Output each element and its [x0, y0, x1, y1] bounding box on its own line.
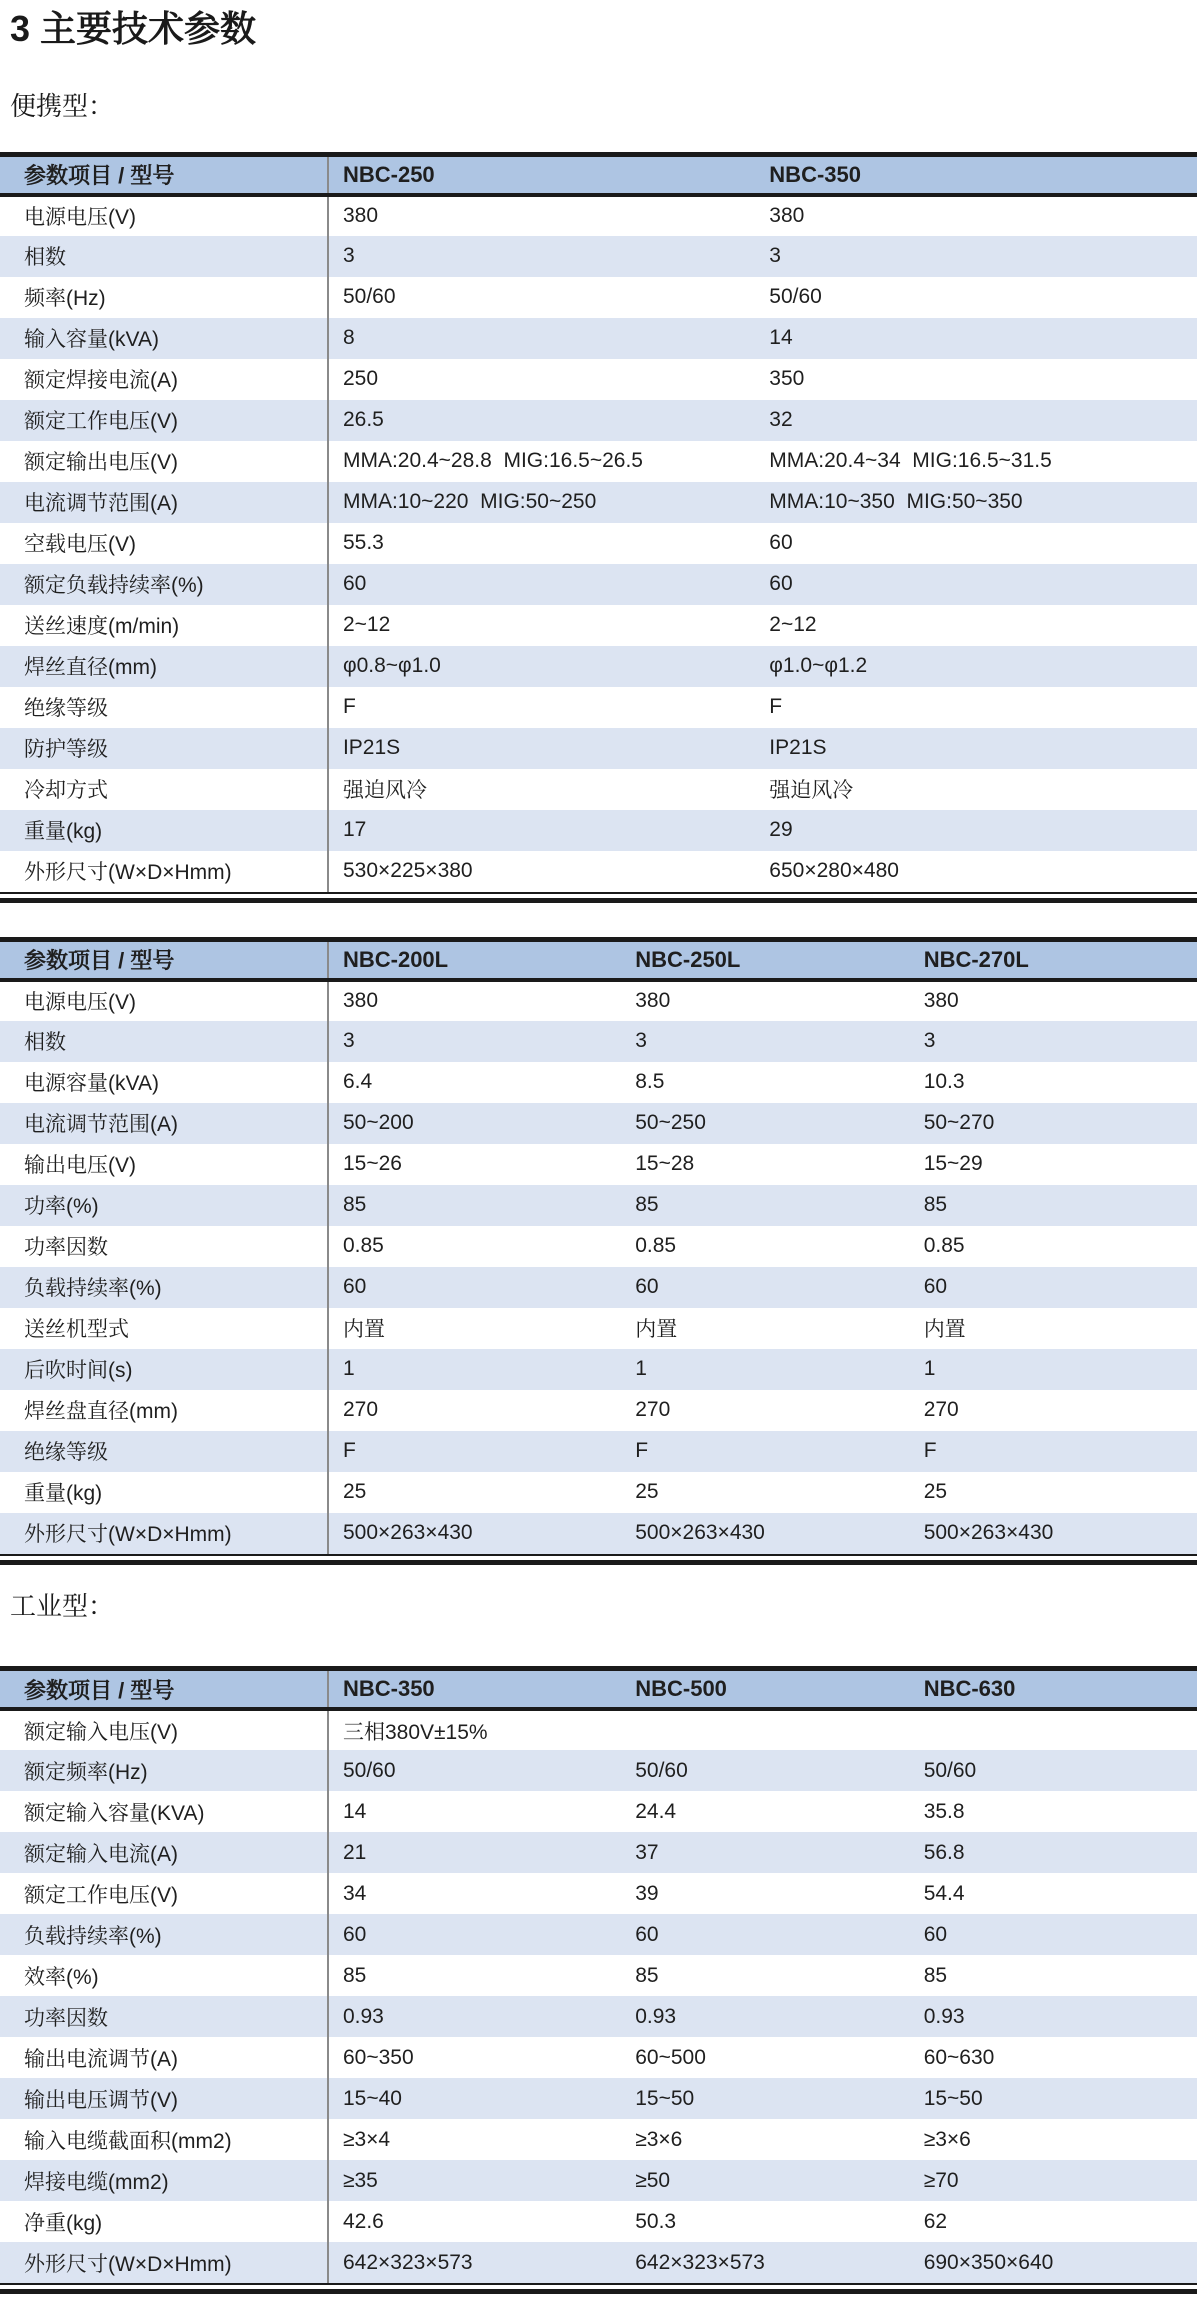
value-cell: ≥3×4	[342, 2127, 391, 2151]
table-row	[0, 1996, 1197, 2037]
value-cell: ≥3×6	[635, 2127, 683, 2151]
value-cell: 1	[923, 1357, 936, 1381]
param-label-cell: 送丝速度(m/min)	[0, 605, 328, 646]
value-cell: 690×350×640	[923, 2250, 1054, 2274]
page-title: 3 主要技术参数	[10, 8, 257, 49]
param-label-cell: 功率因数	[0, 1226, 328, 1267]
table-row	[0, 769, 1197, 810]
table-bottom-rule	[0, 1554, 1197, 1565]
value-cell: 0.85	[635, 1234, 677, 1258]
value-cell: 380	[923, 989, 959, 1013]
table-row	[0, 2201, 1197, 2242]
param-label-cell: 外形尺寸(W×D×Hmm)	[0, 2242, 328, 2283]
param-label-cell: 负载持续率(%)	[0, 1267, 328, 1308]
param-label-cell: 输入容量(kVA)	[0, 318, 328, 359]
model-header-cell: NBC-270L	[910, 942, 1197, 980]
model-header-cell: NBC-200L	[328, 942, 621, 980]
param-label-cell: 送丝机型式	[0, 1308, 328, 1349]
value-cell: 24.4	[635, 1799, 677, 1823]
table-row	[0, 1144, 1197, 1185]
value-cell: 内置	[923, 1318, 966, 1342]
param-label-cell: 电源容量(kVA)	[0, 1062, 328, 1103]
param-label-cell: 输出电流调节(A)	[0, 2037, 328, 2078]
value-cell: 15~50	[923, 2086, 983, 2110]
value-cell: 强迫风冷	[342, 779, 427, 803]
table-row	[0, 277, 1197, 318]
table-row	[0, 1226, 1197, 1267]
param-label-cell: 负载持续率(%)	[0, 1914, 328, 1955]
model-header-cell: NBC-350	[755, 157, 1197, 195]
table-row	[0, 810, 1197, 851]
table-row	[0, 851, 1197, 892]
value-cell: 50/60	[635, 1758, 688, 1782]
table-row	[0, 482, 1197, 523]
param-label-cell: 额定输入容量(KVA)	[0, 1791, 328, 1832]
value-cell: 60	[342, 1275, 367, 1299]
value-cell: MMA:20.4~28.8 MIG:16.5~26.5	[342, 449, 643, 473]
param-label-cell: 重量(kg)	[0, 1472, 328, 1513]
value-cell: 380	[635, 989, 671, 1013]
param-label-cell: 电源电压(V)	[0, 195, 328, 236]
table-row	[0, 1021, 1197, 1062]
param-label-cell: 功率(%)	[0, 1185, 328, 1226]
header-row	[0, 157, 1197, 195]
spec-table-industrial-1	[0, 1666, 1197, 2294]
value-cell: 85	[635, 1193, 659, 1217]
value-cell: 60	[342, 572, 367, 596]
table-row	[0, 1308, 1197, 1349]
value-cell: 3	[769, 244, 781, 268]
value-cell: 三相380V±15%	[342, 1720, 488, 1744]
value-cell: 内置	[342, 1318, 385, 1342]
section-label-industrial: 工业型：	[10, 1590, 115, 1621]
value-cell: F	[769, 695, 783, 719]
param-label-cell: 频率(Hz)	[0, 277, 328, 318]
value-cell: 380	[342, 989, 379, 1013]
value-cell: IP21S	[342, 736, 401, 760]
model-header-cell: NBC-350	[328, 1671, 621, 1709]
value-cell: 650×280×480	[769, 859, 899, 883]
value-cell: 60	[923, 1922, 948, 1946]
value-cell: 500×263×430	[635, 1521, 765, 1545]
value-cell: 642×323×573	[342, 2250, 473, 2274]
value-cell: 1	[342, 1357, 355, 1381]
value-cell: 250	[342, 367, 379, 391]
param-label-cell: 额定焊接电流(A)	[0, 359, 328, 400]
value-cell: 39	[635, 1881, 659, 1905]
param-label-cell: 额定工作电压(V)	[0, 400, 328, 441]
value-cell: φ1.0~φ1.2	[769, 654, 868, 678]
value-cell: 60	[342, 1922, 367, 1946]
value-cell: 62	[923, 2209, 948, 2233]
table-row	[0, 359, 1197, 400]
spec-table-portable-2	[0, 937, 1197, 1565]
table-row	[0, 1103, 1197, 1144]
value-cell: 270	[342, 1398, 379, 1422]
value-cell: 15~28	[635, 1152, 695, 1176]
value-cell: 1	[635, 1357, 647, 1381]
value-cell: 60	[923, 1275, 948, 1299]
value-cell: 14	[769, 326, 793, 350]
table-row	[0, 2119, 1197, 2160]
value-cell: 270	[635, 1398, 671, 1422]
param-label-cell: 防护等级	[0, 728, 328, 769]
value-cell: 50~270	[923, 1111, 995, 1135]
value-cell: 29	[769, 818, 793, 842]
value-cell: 50.3	[635, 2209, 677, 2233]
value-cell: ≥35	[342, 2168, 378, 2192]
value-cell: 2~12	[342, 613, 391, 637]
value-cell: 85	[923, 1193, 948, 1217]
value-cell: 32	[769, 408, 793, 432]
param-label-cell: 重量(kg)	[0, 810, 328, 851]
value-cell: 8.5	[635, 1070, 665, 1094]
table-row	[0, 1709, 1197, 1750]
param-label-cell: 功率因数	[0, 1996, 328, 2037]
param-label-cell: 效率(%)	[0, 1955, 328, 1996]
value-cell: 60~630	[923, 2045, 995, 2069]
table-row	[0, 2242, 1197, 2283]
param-label-cell: 绝缘等级	[0, 1431, 328, 1472]
section-portable	[0, 91, 1200, 1565]
value-cell: 0.93	[342, 2004, 384, 2028]
value-cell: 380	[769, 204, 805, 228]
value-cell: 35.8	[923, 1799, 965, 1823]
param-model-header-cell: 参数项目 / 型号	[0, 942, 328, 980]
value-cell: 85	[342, 1193, 367, 1217]
value-cell: 3	[635, 1029, 647, 1053]
param-label-cell: 输入电缆截面积(mm2)	[0, 2119, 328, 2160]
value-cell: ≥3×6	[923, 2127, 971, 2151]
value-cell: 55.3	[342, 531, 384, 555]
value-cell: 60	[769, 531, 793, 555]
value-cell: 0.93	[635, 2004, 677, 2028]
value-cell: 642×323×573	[635, 2250, 765, 2274]
table-bottom-rule	[0, 892, 1197, 903]
value-cell: 内置	[635, 1318, 678, 1342]
value-cell: 85	[923, 1963, 948, 1987]
value-cell: 25	[923, 1480, 948, 1504]
table-row	[0, 195, 1197, 236]
spec-table-portable-1	[0, 152, 1197, 903]
value-cell: 270	[923, 1398, 959, 1422]
value-cell: F	[342, 695, 356, 719]
param-label-cell: 电流调节范围(A)	[0, 1103, 328, 1144]
value-cell: 50/60	[769, 285, 822, 309]
value-cell: 8	[342, 326, 355, 350]
value-cell: 500×263×430	[923, 1521, 1054, 1545]
value-cell: 3	[342, 244, 355, 268]
value-cell: 54.4	[923, 1881, 965, 1905]
section-label-portable: 便携型：	[10, 90, 115, 121]
table-bottom-rule	[0, 2283, 1197, 2294]
value-cell: 50/60	[923, 1758, 977, 1782]
value-cell: 350	[769, 367, 805, 391]
param-model-header-cell: 参数项目 / 型号	[0, 1671, 328, 1709]
param-label-cell: 输出电压(V)	[0, 1144, 328, 1185]
param-label-cell: 净重(kg)	[0, 2201, 328, 2242]
value-cell: 2~12	[769, 613, 817, 637]
param-model-header-cell: 参数项目 / 型号	[0, 157, 328, 195]
value-cell: 60	[635, 1922, 659, 1946]
param-label-cell: 相数	[0, 1021, 328, 1062]
table-row	[0, 980, 1197, 1021]
param-label-cell: 空载电压(V)	[0, 523, 328, 564]
header-row	[0, 942, 1197, 980]
value-cell: 15~50	[635, 2086, 695, 2110]
table-row	[0, 236, 1197, 277]
value-cell: φ0.8~φ1.0	[342, 654, 441, 678]
value-cell: 50/60	[342, 1758, 396, 1782]
value-cell: 21	[342, 1840, 367, 1864]
table-row	[0, 1873, 1197, 1914]
param-label-cell: 外形尺寸(W×D×Hmm)	[0, 851, 328, 892]
table-row	[0, 400, 1197, 441]
table-row	[0, 1062, 1197, 1103]
value-cell: 56.8	[923, 1840, 965, 1864]
value-cell: 25	[635, 1480, 659, 1504]
value-cell: F	[923, 1439, 937, 1463]
param-label-cell: 额定输出电压(V)	[0, 441, 328, 482]
value-cell: ≥50	[635, 2168, 671, 2192]
value-cell: 10.3	[923, 1070, 965, 1094]
table-row	[0, 1390, 1197, 1431]
table-row	[0, 687, 1197, 728]
value-cell: MMA:20.4~34 MIG:16.5~31.5	[769, 449, 1052, 473]
value-cell: 3	[923, 1029, 936, 1053]
value-cell: 14	[342, 1799, 367, 1823]
value-cell: 强迫风冷	[769, 779, 854, 803]
param-label-cell: 后吹时间(s)	[0, 1349, 328, 1390]
value-cell: 50/60	[342, 285, 396, 309]
param-label-cell: 额定输入电压(V)	[0, 1709, 328, 1750]
value-cell: 60~350	[342, 2045, 414, 2069]
value-cell: MMA:10~220 MIG:50~250	[342, 490, 597, 514]
table-row	[0, 1914, 1197, 1955]
param-label-cell: 额定工作电压(V)	[0, 1873, 328, 1914]
value-cell: MMA:10~350 MIG:50~350	[769, 490, 1023, 514]
table-row	[0, 1750, 1197, 1791]
value-cell: 42.6	[342, 2209, 384, 2233]
table-row	[0, 1349, 1197, 1390]
value-cell: 0.85	[342, 1234, 384, 1258]
table-row	[0, 318, 1197, 359]
section-industrial	[0, 1591, 1200, 2294]
value-cell: 37	[635, 1840, 659, 1864]
value-cell: 15~26	[342, 1152, 402, 1176]
param-label-cell: 冷却方式	[0, 769, 328, 810]
param-label-cell: 额定输入电流(A)	[0, 1832, 328, 1873]
value-cell: 15~40	[342, 2086, 402, 2110]
table-row	[0, 1431, 1197, 1472]
value-cell: ≥70	[923, 2168, 959, 2192]
param-label-cell: 相数	[0, 236, 328, 277]
value-cell: 34	[342, 1881, 367, 1905]
spec-table	[0, 157, 1197, 892]
spec-table	[0, 942, 1197, 1554]
value-cell: 60	[635, 1275, 659, 1299]
param-label-cell: 绝缘等级	[0, 687, 328, 728]
table-row	[0, 1791, 1197, 1832]
table-row	[0, 1955, 1197, 1996]
value-cell: 85	[635, 1963, 659, 1987]
value-cell: 15~29	[923, 1152, 983, 1176]
model-header-cell: NBC-500	[621, 1671, 909, 1709]
table-row	[0, 728, 1197, 769]
value-cell: 3	[342, 1029, 355, 1053]
param-label-cell: 额定负载持续率(%)	[0, 564, 328, 605]
param-label-cell: 电源电压(V)	[0, 980, 328, 1021]
value-cell: 380	[342, 204, 379, 228]
table-row	[0, 2078, 1197, 2119]
table-row	[0, 523, 1197, 564]
header-row	[0, 1671, 1197, 1709]
value-cell: 50~200	[342, 1111, 414, 1135]
param-label-cell: 焊丝直径(mm)	[0, 646, 328, 687]
table-row	[0, 441, 1197, 482]
value-cell: 0.93	[923, 2004, 965, 2028]
value-cell: F	[342, 1439, 356, 1463]
table-row	[0, 646, 1197, 687]
table-row	[0, 1267, 1197, 1308]
param-label-cell: 焊接电缆(mm2)	[0, 2160, 328, 2201]
param-label-cell: 电流调节范围(A)	[0, 482, 328, 523]
value-cell: 60	[769, 572, 793, 596]
value-cell: IP21S	[769, 736, 827, 760]
model-header-cell: NBC-250	[328, 157, 755, 195]
table-row	[0, 1185, 1197, 1226]
value-cell: 6.4	[342, 1070, 373, 1094]
table-row	[0, 1513, 1197, 1554]
value-cell: 26.5	[342, 408, 384, 432]
spec-table	[0, 1671, 1197, 2283]
value-cell: 500×263×430	[342, 1521, 473, 1545]
table-row	[0, 1472, 1197, 1513]
value-cell: F	[635, 1439, 649, 1463]
param-label-cell: 外形尺寸(W×D×Hmm)	[0, 1513, 328, 1554]
table-row	[0, 2037, 1197, 2078]
value-cell: 25	[342, 1480, 367, 1504]
value-cell: 530×225×380	[342, 859, 473, 883]
model-header-cell: NBC-630	[910, 1671, 1197, 1709]
value-cell: 17	[342, 818, 367, 842]
value-cell: 0.85	[923, 1234, 965, 1258]
value-cell: 50~250	[635, 1111, 706, 1135]
table-row	[0, 605, 1197, 646]
value-cell: 85	[342, 1963, 367, 1987]
param-label-cell: 额定频率(Hz)	[0, 1750, 328, 1791]
table-row	[0, 564, 1197, 605]
table-row	[0, 2160, 1197, 2201]
value-cell: 60~500	[635, 2045, 706, 2069]
param-label-cell: 焊丝盘直径(mm)	[0, 1390, 328, 1431]
param-label-cell: 输出电压调节(V)	[0, 2078, 328, 2119]
model-header-cell: NBC-250L	[621, 942, 909, 980]
table-row	[0, 1832, 1197, 1873]
